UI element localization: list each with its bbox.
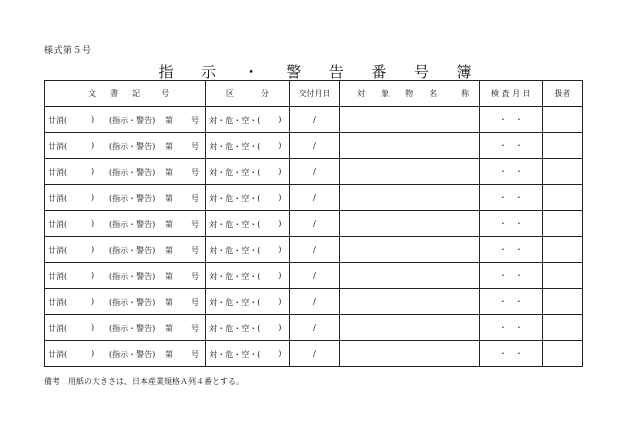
type-label: (指示・警告) [109, 168, 156, 177]
kubun-cell[interactable] [206, 185, 290, 211]
remarks-label: 備考 [44, 377, 60, 386]
header-char: 物 [405, 89, 414, 98]
kubun-close: ) [278, 323, 282, 332]
table-row [45, 185, 583, 211]
handler-cell[interactable] [542, 289, 582, 315]
delivery-date-cell[interactable]: / [290, 289, 339, 315]
inspection-date-cell[interactable]: ・ ・ [479, 315, 542, 341]
header-char: 象 [381, 89, 390, 98]
close-paren: ) [91, 193, 95, 202]
header-char: 記 [132, 89, 141, 98]
document-number-cell[interactable] [45, 289, 206, 315]
kubun-text: 対・危・空・( [209, 350, 261, 359]
close-paren: ) [91, 297, 95, 306]
prefix: 廿消( [48, 298, 68, 307]
header-document [45, 81, 206, 107]
inspection-date-cell[interactable]: ・ ・ [479, 289, 542, 315]
type-label: (指示・警告) [109, 324, 156, 333]
header-handler: 扱者 [542, 81, 582, 107]
handler-cell[interactable] [542, 159, 582, 185]
prefix: 廿消( [48, 142, 68, 151]
target-name-cell[interactable] [339, 159, 479, 185]
header-char: 区 [225, 89, 234, 98]
dai-label: 第 [165, 220, 173, 229]
go-label: 号 [191, 298, 199, 307]
document-number-cell[interactable] [45, 133, 206, 159]
delivery-date-cell[interactable]: / [290, 211, 339, 237]
prefix: 廿消( [48, 168, 68, 177]
handler-cell[interactable] [542, 263, 582, 289]
go-label: 号 [191, 116, 199, 125]
delivery-date-cell[interactable]: / [290, 133, 339, 159]
go-label: 号 [191, 272, 199, 281]
type-label: (指示・警告) [109, 142, 156, 151]
title-char: 番 [371, 63, 387, 81]
delivery-date-cell[interactable]: / [290, 263, 339, 289]
dai-label: 第 [165, 168, 173, 177]
target-name-cell[interactable] [339, 289, 479, 315]
kubun-close: ) [278, 349, 282, 358]
header-char: 称 [461, 89, 470, 98]
close-paren: ) [91, 323, 95, 332]
kubun-close: ) [278, 141, 282, 150]
type-label: (指示・警告) [109, 298, 156, 307]
type-label: (指示・警告) [109, 350, 156, 359]
dai-label: 第 [165, 194, 173, 203]
table-row [45, 107, 583, 133]
title-char: 指 [158, 63, 174, 81]
go-label: 号 [191, 350, 199, 359]
kubun-cell[interactable] [206, 289, 290, 315]
header-char: 号 [161, 89, 170, 98]
document-number-cell[interactable] [45, 107, 206, 133]
delivery-date-cell[interactable]: / [290, 315, 339, 341]
go-label: 号 [191, 142, 199, 151]
table-row [45, 263, 583, 289]
kubun-close: ) [278, 219, 282, 228]
page-title [0, 61, 630, 82]
prefix: 廿消( [48, 272, 68, 281]
type-label: (指示・警告) [109, 220, 156, 229]
dai-label: 第 [165, 324, 173, 333]
dai-label: 第 [165, 142, 173, 151]
kubun-cell[interactable] [206, 107, 290, 133]
inspection-date-cell[interactable]: ・ ・ [479, 341, 542, 367]
close-paren: ) [91, 349, 95, 358]
register-table [44, 80, 583, 367]
handler-cell[interactable] [542, 133, 582, 159]
dai-label: 第 [165, 246, 173, 255]
go-label: 号 [191, 168, 199, 177]
kubun-text: 対・危・空・( [209, 324, 261, 333]
kubun-close: ) [278, 167, 282, 176]
target-name-cell[interactable] [339, 107, 479, 133]
title-char: 警 [286, 63, 302, 81]
kubun-cell[interactable] [206, 315, 290, 341]
document-number-cell[interactable] [45, 315, 206, 341]
kubun-cell[interactable] [206, 159, 290, 185]
header-inspection-date: 検 査 月 日 [479, 81, 542, 107]
header-row [45, 81, 583, 107]
header-char: 分 [260, 89, 269, 98]
title-char: 告 [328, 63, 344, 81]
type-label: (指示・警告) [109, 246, 156, 255]
inspection-date-cell[interactable]: ・ ・ [479, 185, 542, 211]
kubun-close: ) [278, 245, 282, 254]
kubun-text: 対・危・空・( [209, 298, 261, 307]
type-label: (指示・警告) [109, 194, 156, 203]
kubun-close: ) [278, 297, 282, 306]
dai-label: 第 [165, 298, 173, 307]
handler-cell[interactable] [542, 107, 582, 133]
close-paren: ) [91, 219, 95, 228]
remarks-note [44, 376, 244, 387]
target-name-cell[interactable] [339, 237, 479, 263]
type-label: (指示・警告) [109, 116, 156, 125]
kubun-cell[interactable] [206, 341, 290, 367]
table-row [45, 159, 583, 185]
inspection-date-cell[interactable]: ・ ・ [479, 237, 542, 263]
prefix: 廿消( [48, 324, 68, 333]
close-paren: ) [91, 141, 95, 150]
handler-cell[interactable] [542, 315, 582, 341]
close-paren: ) [91, 245, 95, 254]
kubun-text: 対・危・空・( [209, 194, 261, 203]
handler-cell[interactable] [542, 341, 582, 367]
go-label: 号 [191, 194, 199, 203]
remarks-text: 用紙の大きさは、日本産業規格Ａ列４番とする。 [68, 377, 244, 386]
kubun-text: 対・危・空・( [209, 168, 261, 177]
table-row [45, 133, 583, 159]
header-kubun [206, 81, 290, 107]
header-delivery-date: 交付月日 [290, 81, 339, 107]
header-target [339, 81, 479, 107]
target-name-cell[interactable] [339, 133, 479, 159]
dai-label: 第 [165, 116, 173, 125]
title-char: 簿 [456, 63, 472, 81]
go-label: 号 [191, 220, 199, 229]
table-row [45, 237, 583, 263]
document-number-cell[interactable] [45, 159, 206, 185]
handler-cell[interactable] [542, 185, 582, 211]
prefix: 廿消( [48, 194, 68, 203]
inspection-date-cell[interactable]: ・ ・ [479, 159, 542, 185]
inspection-date-cell[interactable]: ・ ・ [479, 107, 542, 133]
inspection-date-cell[interactable]: ・ ・ [479, 263, 542, 289]
target-name-cell[interactable] [339, 263, 479, 289]
close-paren: ) [91, 115, 95, 124]
title-char: 号 [413, 63, 429, 81]
target-name-cell[interactable] [339, 185, 479, 211]
kubun-close: ) [278, 115, 282, 124]
header-char: 書 [110, 89, 119, 98]
target-name-cell[interactable] [339, 341, 479, 367]
document-number-cell[interactable] [45, 185, 206, 211]
dai-label: 第 [165, 272, 173, 281]
delivery-date-cell[interactable]: / [290, 341, 339, 367]
title-char: ・ [243, 63, 259, 81]
document-number-cell[interactable] [45, 341, 206, 367]
kubun-text: 対・危・空・( [209, 220, 261, 229]
kubun-cell[interactable] [206, 237, 290, 263]
kubun-text: 対・危・空・( [209, 272, 261, 281]
handler-cell[interactable] [542, 237, 582, 263]
kubun-cell[interactable] [206, 133, 290, 159]
go-label: 号 [191, 324, 199, 333]
close-paren: ) [91, 167, 95, 176]
document-number-cell[interactable] [45, 237, 206, 263]
kubun-cell[interactable] [206, 211, 290, 237]
document-number-cell[interactable] [45, 211, 206, 237]
table-row [45, 289, 583, 315]
target-name-cell[interactable] [339, 211, 479, 237]
prefix: 廿消( [48, 116, 68, 125]
kubun-cell[interactable] [206, 263, 290, 289]
dai-label: 第 [165, 350, 173, 359]
document-number-cell[interactable] [45, 263, 206, 289]
table-row [45, 211, 583, 237]
delivery-date-cell[interactable]: / [290, 107, 339, 133]
kubun-close: ) [278, 193, 282, 202]
kubun-text: 対・危・空・( [209, 116, 261, 125]
handler-cell[interactable] [542, 211, 582, 237]
header-char: 対 [357, 89, 366, 98]
form-number: 様式第５号 [44, 46, 92, 56]
kubun-text: 対・危・空・( [209, 246, 261, 255]
go-label: 号 [191, 246, 199, 255]
title-char: 示 [201, 63, 217, 81]
delivery-date-cell[interactable]: / [290, 185, 339, 211]
delivery-date-cell[interactable]: / [290, 237, 339, 263]
table-row [45, 315, 583, 341]
kubun-close: ) [278, 271, 282, 280]
delivery-date-cell[interactable]: / [290, 159, 339, 185]
prefix: 廿消( [48, 220, 68, 229]
prefix: 廿消( [48, 350, 68, 359]
close-paren: ) [91, 271, 95, 280]
inspection-date-cell[interactable]: ・ ・ [479, 133, 542, 159]
inspection-date-cell[interactable]: ・ ・ [479, 211, 542, 237]
header-char: 文 [88, 89, 97, 98]
kubun-text: 対・危・空・( [209, 142, 261, 151]
table-row [45, 341, 583, 367]
header-char: 名 [429, 89, 438, 98]
prefix: 廿消( [48, 246, 68, 255]
target-name-cell[interactable] [339, 315, 479, 341]
type-label: (指示・警告) [109, 272, 156, 281]
